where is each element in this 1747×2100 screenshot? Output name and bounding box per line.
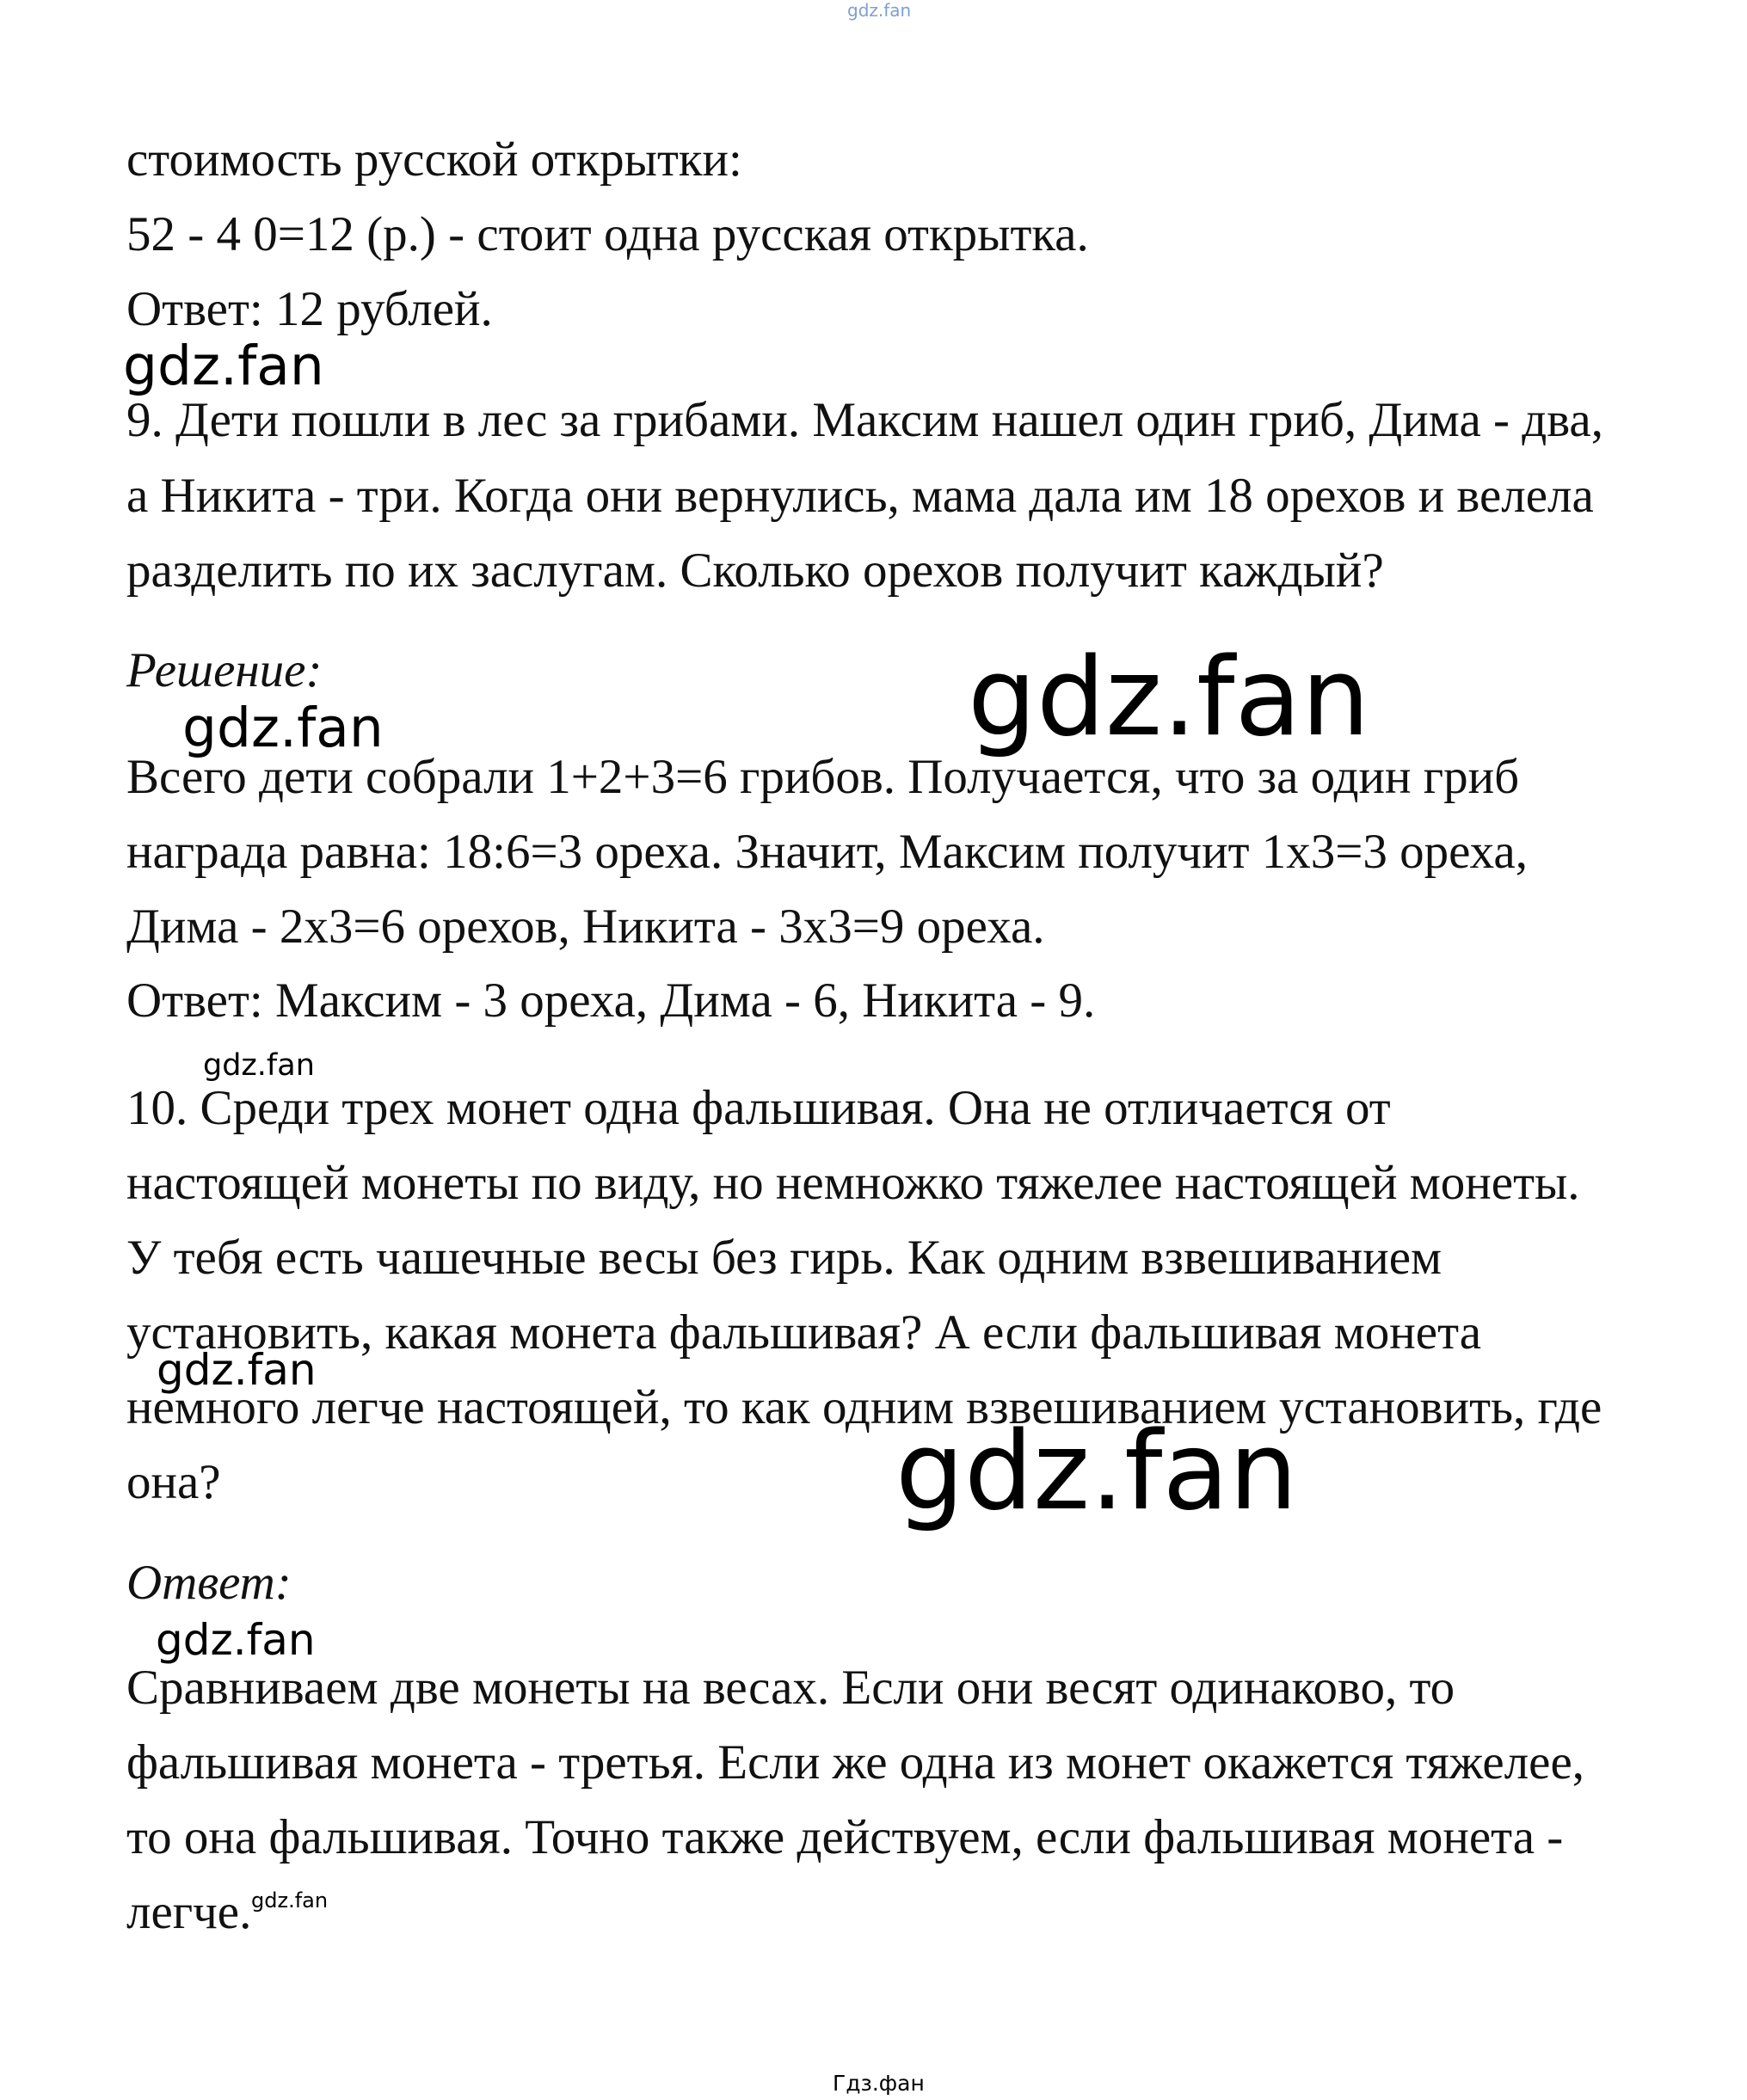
answer-line: Ответ: Максим - 3 ореха, Дима - 6, Никита - 9. <box>126 973 1096 1028</box>
watermark-large: gdz.fan <box>968 634 1370 760</box>
watermark: gdz.fan <box>123 335 324 397</box>
watermark: gdz.fan <box>156 1615 316 1665</box>
task10-line: 10. Среди трех монет одна фальшивая. Она не отличается от <box>126 1081 1391 1135</box>
watermark: gdz.fan <box>182 697 384 759</box>
answer-line: легче. <box>126 1885 252 1939</box>
watermark-large: gdz.fan <box>895 1408 1298 1534</box>
watermark: gdz.fan <box>157 1345 317 1395</box>
solution-line: награда равна: 18:6=3 ореха. Значит, Максим получит 1x3=3 ореха, <box>126 825 1528 879</box>
task10-line: она? <box>126 1455 221 1509</box>
answer-line: фальшивая монета - третья. Если же одна из монет окажется тяжелее, <box>126 1735 1585 1790</box>
watermark-top: gdz.fan <box>847 0 912 21</box>
task9-line: 9. Дети пошли в лес за грибами. Максим нашел один гриб, Дима - два, <box>126 393 1603 447</box>
text-line: стоимость русской открытки: <box>126 132 742 187</box>
answer-line: то она фальшивая. Точно также действуем, если фальшивая монета - <box>126 1810 1564 1864</box>
solution-line: Дима - 2x3=6 орехов, Никита - 3x3=9 ореха. <box>126 900 1045 954</box>
task10-line: У тебя есть чашечные весы без гирь. Как одним взвешиванием <box>126 1231 1443 1285</box>
watermark-small: gdz.fan <box>203 1048 315 1083</box>
task9-line: а Никита - три. Когда они вернулись, мама дала им 18 орехов и велела <box>126 469 1594 523</box>
page-footer: Гдз.фан <box>833 2071 925 2096</box>
watermark-superscript: gdz.fan <box>251 1888 329 1913</box>
task9-line: разделить по их заслугам. Сколько орехов получит каждый? <box>126 543 1384 598</box>
text-line: 52 - 4 0=12 (р.) - стоит одна русская открытка. <box>126 207 1089 261</box>
solution-label: Решение: <box>126 643 323 697</box>
task10-line: немного легче настоящей, то как одним взвешиванием установить, где <box>126 1380 1602 1434</box>
task10-line: настоящей монеты по виду, но немножко тяжелее настоящей монеты. <box>126 1156 1580 1210</box>
task10-line: установить, какая монета фальшивая? А если фальшивая монета <box>126 1305 1481 1360</box>
answer-line: Сравниваем две монеты на весах. Если они весят одинаково, то <box>126 1661 1455 1715</box>
text-line: Ответ: 12 рублей. <box>126 282 493 336</box>
answer-label: Ответ: <box>126 1556 292 1610</box>
solution-line: Всего дети собрали 1+2+3=6 грибов. Получается, что за один гриб <box>126 750 1520 804</box>
